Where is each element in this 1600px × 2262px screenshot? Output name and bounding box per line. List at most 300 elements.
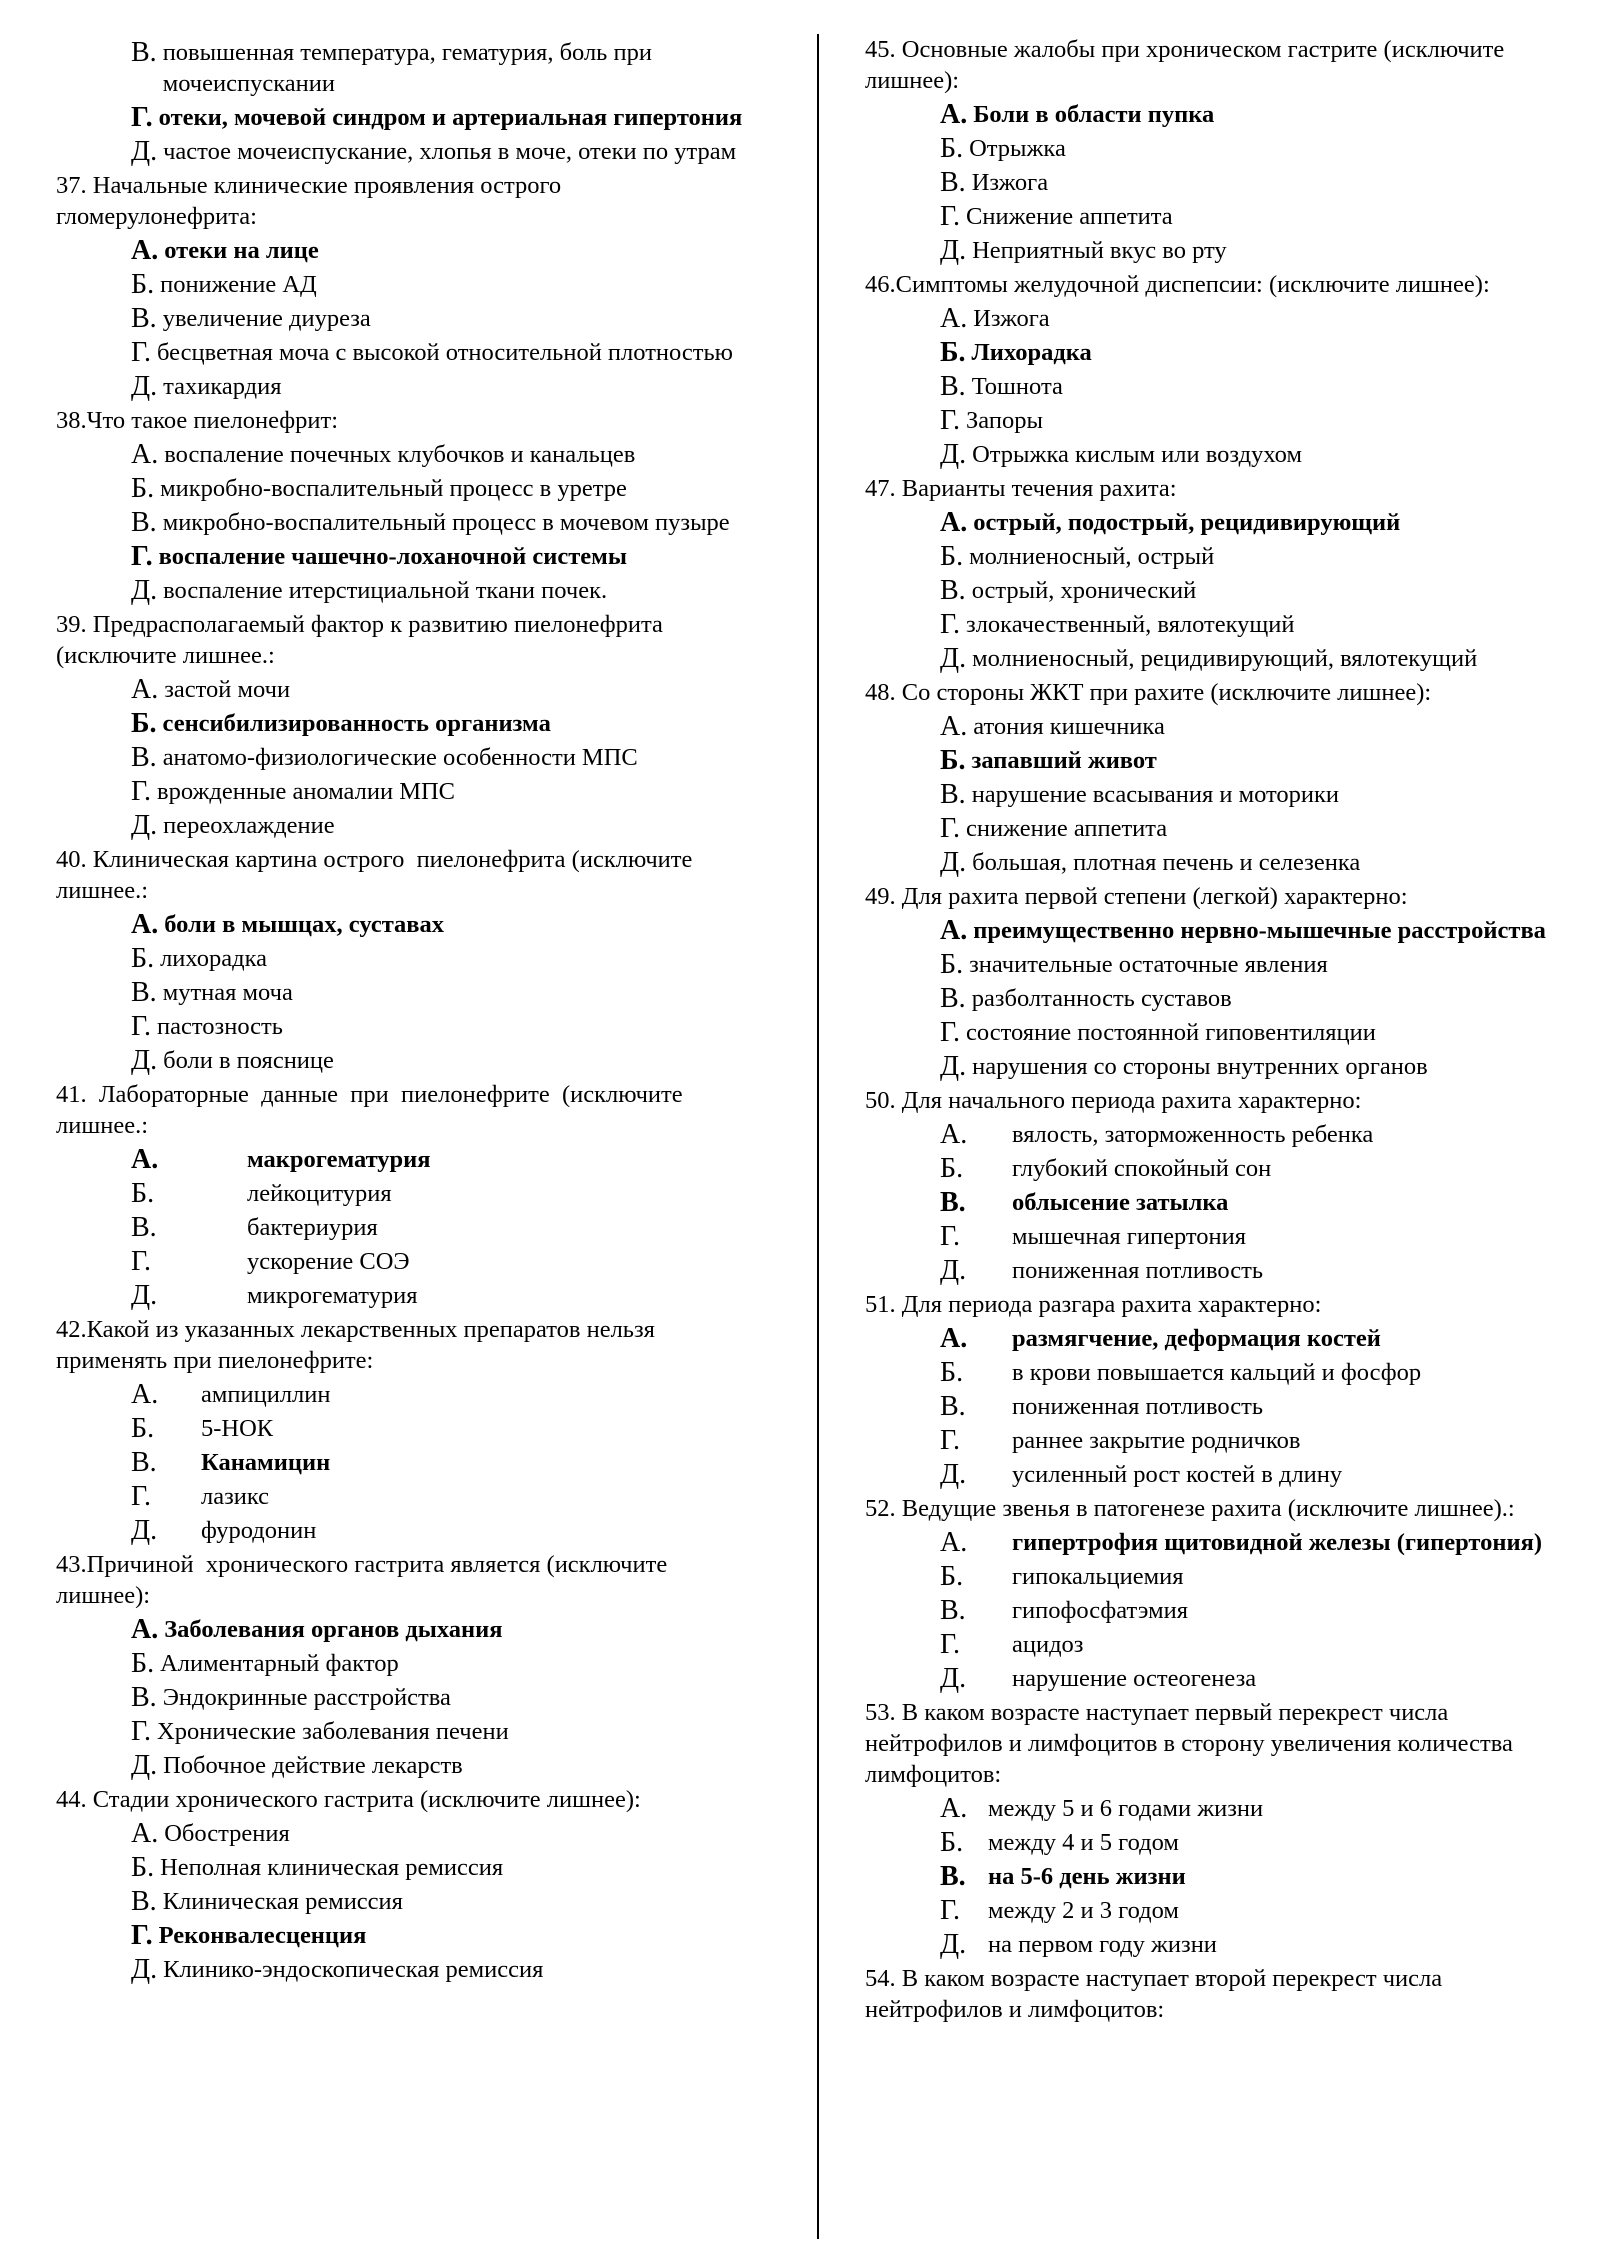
option-letter: Б. bbox=[131, 1178, 155, 1209]
option-text: Запоры bbox=[966, 407, 1043, 434]
question-text: 52. Ведущие звенья в патогенезе рахита (исключите лишнее).: bbox=[865, 1495, 1515, 1522]
option-letter: А. bbox=[131, 235, 159, 266]
answer-option bbox=[56, 136, 766, 167]
answer-option bbox=[865, 1459, 1585, 1490]
question-block bbox=[56, 609, 766, 841]
option-text: микробно-воспалительный процесс в уретре bbox=[160, 475, 627, 502]
option-letter: Д. bbox=[940, 1929, 967, 1960]
question-block bbox=[865, 881, 1585, 1082]
option-letter: Б. bbox=[131, 1648, 155, 1679]
question-block bbox=[865, 1493, 1585, 1694]
option-text: состояние постоянной гиповентиляции bbox=[966, 1019, 1376, 1046]
option-letter: Г. bbox=[940, 1221, 961, 1252]
option-letter: Г. bbox=[131, 1246, 152, 1277]
option-letter: Д. bbox=[131, 136, 158, 167]
correct-answer-text: воспаление чашечно-лоханочной системы bbox=[158, 543, 627, 570]
option-text: переохлаждение bbox=[163, 812, 335, 839]
question-block bbox=[56, 1079, 766, 1311]
option-text: лихорадка bbox=[160, 945, 267, 972]
option-letter: Б. bbox=[940, 133, 964, 164]
answer-option bbox=[865, 1561, 1585, 1592]
option-text: Хронические заболевания печени bbox=[157, 1718, 509, 1745]
correct-answer-text: острый, подострый, рецидивирующий bbox=[973, 509, 1401, 536]
option-text: ацидоз bbox=[1012, 1631, 1084, 1658]
option-text: злокачественный, вялотекущий bbox=[966, 611, 1295, 638]
option-text: Изжога bbox=[971, 169, 1049, 196]
option-letter: Б. bbox=[940, 1827, 964, 1858]
answer-option bbox=[56, 102, 766, 133]
answer-option bbox=[865, 949, 1585, 980]
question-block bbox=[865, 1963, 1585, 2025]
correct-answer-text: Боли в области пупка bbox=[973, 101, 1215, 128]
answer-option bbox=[56, 674, 766, 705]
option-letter: Г. bbox=[131, 102, 153, 133]
option-letter: Г. bbox=[940, 1629, 961, 1660]
option-text: бактериурия bbox=[247, 1214, 378, 1241]
option-text: врожденные аномалии МПС bbox=[157, 778, 456, 805]
option-text: лазикс bbox=[201, 1483, 270, 1510]
option-letter: Д. bbox=[131, 1280, 158, 1311]
option-text: Неполная клиническая ремиссия bbox=[160, 1854, 504, 1881]
answer-option bbox=[865, 303, 1585, 334]
option-text: тахикардия bbox=[163, 373, 282, 400]
option-text: пониженная потливость bbox=[1012, 1257, 1264, 1284]
option-letter: Б. bbox=[940, 1357, 964, 1388]
option-letter: А. bbox=[940, 915, 968, 946]
answer-option bbox=[56, 742, 766, 773]
question-text: 40. Клиническая картина острого пиелонефрита (исключите лишнее.: bbox=[56, 846, 699, 904]
answer-option bbox=[56, 943, 766, 974]
option-letter: В. bbox=[940, 1187, 966, 1218]
question-block bbox=[865, 34, 1585, 266]
option-letter: Д. bbox=[131, 1515, 158, 1546]
answer-option bbox=[56, 1515, 766, 1546]
question-text: 38.Что такое пиелонефрит: bbox=[56, 407, 339, 434]
answer-option bbox=[865, 1153, 1585, 1184]
answer-option bbox=[865, 711, 1585, 742]
answer-option bbox=[865, 439, 1585, 470]
option-letter: В. bbox=[940, 575, 966, 606]
option-text: Клиническая ремиссия bbox=[162, 1888, 403, 1915]
option-text: разболтанность суставов bbox=[971, 985, 1232, 1012]
option-letter: В. bbox=[940, 1861, 966, 1892]
answer-option bbox=[56, 1413, 766, 1444]
answer-option bbox=[865, 201, 1585, 232]
option-text: Отрыжка bbox=[969, 135, 1066, 162]
answer-option bbox=[56, 473, 766, 504]
question-text: 49. Для рахита первой степени (легкой) характерно: bbox=[865, 883, 1408, 910]
option-letter: А. bbox=[940, 507, 968, 538]
answer-option bbox=[56, 1447, 766, 1478]
answer-option bbox=[56, 235, 766, 266]
option-letter: Б. bbox=[940, 1561, 964, 1592]
question-text: 37. Начальные клинические проявления острого гломерулонефрита: bbox=[56, 172, 568, 230]
option-text: ампициллин bbox=[201, 1381, 331, 1408]
option-text: мутная моча bbox=[162, 979, 293, 1006]
option-letter: Д. bbox=[131, 1954, 158, 1985]
option-text: снижение аппетита bbox=[966, 815, 1168, 842]
option-letter: Г. bbox=[131, 541, 153, 572]
column-divider bbox=[817, 34, 819, 2239]
option-letter: Г. bbox=[940, 813, 961, 844]
correct-answer-text: боли в мышцах, суставах bbox=[164, 911, 445, 938]
option-letter: А. bbox=[940, 99, 968, 130]
answer-option bbox=[56, 1144, 766, 1175]
question-block bbox=[865, 1085, 1585, 1286]
option-letter: Б. bbox=[131, 708, 157, 739]
answer-option bbox=[865, 1051, 1585, 1082]
answer-option bbox=[865, 1629, 1585, 1660]
option-text: между 5 и 6 годами жизни bbox=[988, 1795, 1264, 1822]
option-letter: А. bbox=[940, 1793, 968, 1824]
option-text: молниеносный, острый bbox=[969, 543, 1215, 570]
option-letter: Г. bbox=[940, 1017, 961, 1048]
option-letter: А. bbox=[131, 1144, 159, 1175]
option-text: пастозность bbox=[157, 1013, 283, 1040]
answer-option bbox=[865, 133, 1585, 164]
answer-option bbox=[865, 1323, 1585, 1354]
answer-option bbox=[865, 779, 1585, 810]
answer-option bbox=[865, 541, 1585, 572]
answer-option bbox=[865, 983, 1585, 1014]
option-letter: Г. bbox=[940, 609, 961, 640]
option-letter: А. bbox=[940, 1527, 968, 1558]
option-text: между 2 и 3 годом bbox=[988, 1897, 1179, 1924]
answer-option bbox=[865, 847, 1585, 878]
question-text: 53. В каком возрасте наступает первый перекрест числа нейтрофилов и лимфоцитов в сторону увеличения количества лимфоцитов: bbox=[865, 1699, 1519, 1788]
option-letter: В. bbox=[940, 1595, 966, 1626]
option-text: микрогематурия bbox=[247, 1282, 418, 1309]
option-text: воспаление итерстициальной ткани почек. bbox=[163, 577, 608, 604]
option-letter: В. bbox=[131, 742, 157, 773]
option-text: гипофосфатэмия bbox=[1012, 1597, 1189, 1624]
option-letter: Б. bbox=[131, 1413, 155, 1444]
answer-option bbox=[865, 1663, 1585, 1694]
correct-answer-text: облысение затылка bbox=[1012, 1189, 1229, 1216]
option-text: молниеносный, рецидивирующий, вялотекущий bbox=[972, 645, 1478, 672]
option-letter: В. bbox=[131, 37, 157, 68]
answer-option bbox=[865, 1929, 1585, 1960]
option-letter: Г. bbox=[131, 1481, 152, 1512]
answer-option bbox=[56, 1280, 766, 1311]
option-text: острый, хронический bbox=[971, 577, 1197, 604]
answer-option bbox=[865, 1527, 1585, 1558]
answer-option bbox=[865, 405, 1585, 436]
answer-option bbox=[56, 977, 766, 1008]
option-letter: Д. bbox=[131, 371, 158, 402]
correct-answer-text: размягчение, деформация костей bbox=[1012, 1325, 1381, 1352]
answer-option bbox=[56, 1481, 766, 1512]
answer-option bbox=[865, 915, 1585, 946]
option-letter: Б. bbox=[131, 269, 155, 300]
answer-option bbox=[56, 439, 766, 470]
answer-option bbox=[56, 1648, 766, 1679]
answer-option bbox=[865, 167, 1585, 198]
option-letter: Д. bbox=[940, 1051, 967, 1082]
option-text: мышечная гипертония bbox=[1012, 1223, 1246, 1250]
answer-option bbox=[56, 1178, 766, 1209]
correct-answer-text: преимущественно нервно-мышечные расстройства bbox=[973, 917, 1546, 944]
option-text: пониженная потливость bbox=[1012, 1393, 1264, 1420]
option-letter: А. bbox=[940, 711, 968, 742]
option-letter: В. bbox=[131, 303, 157, 334]
answer-option bbox=[56, 776, 766, 807]
question-block bbox=[56, 170, 766, 402]
option-letter: Д. bbox=[131, 810, 158, 841]
answer-option bbox=[865, 1861, 1585, 1892]
answer-option bbox=[56, 708, 766, 739]
answer-option bbox=[865, 507, 1585, 538]
question-text: 41. Лабораторные данные при пиелонефрите (исключите лишнее.: bbox=[56, 1081, 689, 1139]
option-letter: В. bbox=[940, 167, 966, 198]
option-letter: Б. bbox=[940, 541, 964, 572]
answer-option bbox=[865, 1895, 1585, 1926]
option-letter: А. bbox=[131, 909, 159, 940]
answer-option bbox=[865, 99, 1585, 130]
option-letter: В. bbox=[940, 983, 966, 1014]
correct-answer-text: Канамицин bbox=[201, 1449, 331, 1476]
option-text: бесцветная моча с высокой относительной плотностью bbox=[157, 339, 733, 366]
option-letter: В. bbox=[131, 1886, 157, 1917]
option-text: Тошнота bbox=[971, 373, 1063, 400]
answer-option bbox=[865, 1187, 1585, 1218]
option-text: боли в пояснице bbox=[163, 1047, 334, 1074]
correct-answer-text: макрогематурия bbox=[247, 1146, 431, 1173]
answer-option bbox=[865, 1119, 1585, 1150]
option-text: повышенная температура, гематурия, боль при мочеиспускании bbox=[162, 39, 659, 97]
answer-option bbox=[56, 1954, 766, 1985]
option-text: нарушение всасывания и моторики bbox=[971, 781, 1340, 808]
option-letter: Д. bbox=[940, 643, 967, 674]
option-letter: А. bbox=[131, 439, 159, 470]
option-text: ускорение СОЭ bbox=[247, 1248, 410, 1275]
option-letter: Д. bbox=[940, 439, 967, 470]
correct-answer-text: отеки на лице bbox=[164, 237, 319, 264]
option-letter: Д. bbox=[940, 1459, 967, 1490]
answer-option bbox=[56, 1682, 766, 1713]
answer-option bbox=[865, 1255, 1585, 1286]
option-text: 5-НОК bbox=[201, 1415, 274, 1442]
option-letter: Д. bbox=[940, 235, 967, 266]
answer-option bbox=[865, 643, 1585, 674]
option-text: атония кишечника bbox=[973, 713, 1165, 740]
answer-option bbox=[865, 1017, 1585, 1048]
question-block bbox=[56, 37, 766, 167]
option-letter: А. bbox=[940, 1323, 968, 1354]
option-text: Неприятный вкус во рту bbox=[972, 237, 1227, 264]
option-text: на первом году жизни bbox=[988, 1931, 1217, 1958]
answer-option bbox=[865, 609, 1585, 640]
correct-answer-text: сенсибилизированность организма bbox=[162, 710, 551, 737]
option-letter: В. bbox=[131, 1447, 157, 1478]
option-letter: В. bbox=[131, 507, 157, 538]
correct-answer-text: отеки, мочевой синдром и артериальная гипертония bbox=[158, 104, 743, 131]
question-block bbox=[865, 269, 1585, 470]
question-block bbox=[865, 677, 1585, 878]
answer-option bbox=[865, 1793, 1585, 1824]
option-text: раннее закрытие родничков bbox=[1012, 1427, 1301, 1454]
option-letter: Г. bbox=[131, 1920, 153, 1951]
option-text: нарушение остеогенеза bbox=[1012, 1665, 1257, 1692]
answer-option bbox=[865, 1391, 1585, 1422]
answer-option bbox=[865, 1425, 1585, 1456]
answer-option bbox=[865, 575, 1585, 606]
option-letter: Г. bbox=[131, 1716, 152, 1747]
option-text: усиленный рост костей в длину bbox=[1012, 1461, 1343, 1488]
question-block bbox=[56, 1549, 766, 1781]
option-letter: Б. bbox=[131, 943, 155, 974]
option-letter: Б. bbox=[940, 745, 966, 776]
question-block bbox=[56, 844, 766, 1076]
option-text: Алиментарный фактор bbox=[160, 1650, 399, 1677]
answer-option bbox=[56, 1852, 766, 1883]
answer-option bbox=[56, 1011, 766, 1042]
option-text: воспаление почечных клубочков и канальцев bbox=[164, 441, 636, 468]
question-block bbox=[865, 1289, 1585, 1490]
answer-option bbox=[865, 813, 1585, 844]
question-text: 51. Для периода разгара рахита характерно: bbox=[865, 1291, 1322, 1318]
option-letter: Д. bbox=[940, 1663, 967, 1694]
question-text: 42.Какой из указанных лекарственных препаратов нельзя применять при пиелонефрите: bbox=[56, 1316, 662, 1374]
answer-option bbox=[56, 541, 766, 572]
answer-option bbox=[56, 269, 766, 300]
option-letter: А. bbox=[940, 303, 968, 334]
correct-answer-text: Реконвалесценция bbox=[158, 1922, 367, 1949]
option-letter: В. bbox=[131, 1682, 157, 1713]
question-block bbox=[865, 1697, 1585, 1960]
option-text: в крови повышается кальций и фосфор bbox=[1012, 1359, 1422, 1386]
option-letter: Д. bbox=[131, 1750, 158, 1781]
answer-option bbox=[865, 1221, 1585, 1252]
question-text: 47. Варианты течения рахита: bbox=[865, 475, 1177, 502]
option-letter: Д. bbox=[940, 847, 967, 878]
answer-option bbox=[865, 1357, 1585, 1388]
option-text: увеличение диуреза bbox=[162, 305, 371, 332]
option-letter: Д. bbox=[131, 575, 158, 606]
answer-option bbox=[865, 371, 1585, 402]
option-text: микробно-воспалительный процесс в мочевом пузыре bbox=[162, 509, 730, 536]
answer-option bbox=[56, 810, 766, 841]
question-text: 48. Со стороны ЖКТ при рахите (исключите лишнее): bbox=[865, 679, 1432, 706]
correct-answer-text: Лихорадка bbox=[971, 339, 1092, 366]
question-text: 44. Стадии хронического гастрита (исключите лишнее): bbox=[56, 1786, 641, 1813]
answer-option bbox=[56, 1045, 766, 1076]
answer-option bbox=[56, 1246, 766, 1277]
option-text: Клинико-эндоскопическая ремиссия bbox=[163, 1956, 544, 1983]
option-text: фуродонин bbox=[201, 1517, 317, 1544]
option-letter: Г. bbox=[131, 337, 152, 368]
option-text: глубокий спокойный сон bbox=[1012, 1155, 1272, 1182]
answer-option bbox=[865, 745, 1585, 776]
option-letter: В. bbox=[131, 1212, 157, 1243]
option-letter: Б. bbox=[131, 473, 155, 504]
correct-answer-text: запавший живот bbox=[971, 747, 1157, 774]
option-letter: Д. bbox=[131, 1045, 158, 1076]
option-text: вялость, заторможенность ребенка bbox=[1012, 1121, 1374, 1148]
option-text: понижение АД bbox=[160, 271, 317, 298]
option-letter: В. bbox=[940, 779, 966, 810]
option-text: Снижение аппетита bbox=[966, 203, 1173, 230]
option-text: между 4 и 5 годом bbox=[988, 1829, 1179, 1856]
option-text: большая, плотная печень и селезенка bbox=[972, 849, 1361, 876]
answer-option bbox=[56, 1750, 766, 1781]
answer-option bbox=[56, 371, 766, 402]
correct-answer-text: на 5-6 день жизни bbox=[988, 1863, 1186, 1890]
option-letter: Г. bbox=[131, 1011, 152, 1042]
option-letter: Г. bbox=[131, 776, 152, 807]
answer-option bbox=[56, 1716, 766, 1747]
option-text: Обострения bbox=[164, 1820, 290, 1847]
option-text: лейкоцитурия bbox=[247, 1180, 392, 1207]
answer-option bbox=[865, 235, 1585, 266]
answer-option bbox=[56, 337, 766, 368]
question-block bbox=[865, 473, 1585, 674]
question-text: 50. Для начального периода рахита характерно: bbox=[865, 1087, 1362, 1114]
question-text: 54. В каком возрасте наступает второй перекрест числа нейтрофилов и лимфоцитов: bbox=[865, 1965, 1449, 2023]
option-letter: В. bbox=[940, 1391, 966, 1422]
answer-option bbox=[865, 337, 1585, 368]
answer-option bbox=[56, 1920, 766, 1951]
question-block bbox=[56, 1784, 766, 1985]
correct-answer-text: гипертрофия щитовидной железы (гипертония) bbox=[1012, 1529, 1543, 1556]
option-letter: Г. bbox=[940, 405, 961, 436]
option-letter: Б. bbox=[940, 949, 964, 980]
answer-option bbox=[56, 909, 766, 940]
option-letter: Б. bbox=[940, 337, 966, 368]
option-text: частое мочеиспускание, хлопья в моче, отеки по утрам bbox=[163, 138, 737, 165]
answer-option bbox=[56, 1212, 766, 1243]
option-letter: А. bbox=[131, 1818, 159, 1849]
answer-option bbox=[56, 1818, 766, 1849]
answer-option bbox=[865, 1827, 1585, 1858]
left-column bbox=[56, 34, 766, 1988]
option-text: Эндокринные расстройства bbox=[162, 1684, 451, 1711]
option-letter: Д. bbox=[940, 1255, 967, 1286]
option-text: Отрыжка кислым или воздухом bbox=[972, 441, 1302, 468]
answer-option bbox=[865, 1595, 1585, 1626]
answer-option bbox=[56, 507, 766, 538]
option-text: значительные остаточные явления bbox=[969, 951, 1328, 978]
question-text: 45. Основные жалобы при хроническом гастрите (исключите лишнее): bbox=[865, 36, 1511, 94]
option-letter: В. bbox=[131, 977, 157, 1008]
option-text: Изжога bbox=[973, 305, 1050, 332]
option-letter: Г. bbox=[940, 1895, 961, 1926]
question-text: 43.Причиной хронического гастрита является (исключите лишнее): bbox=[56, 1551, 674, 1609]
question-text: 39. Предрасполагаемый фактор к развитию пиелонефрита (исключите лишнее.: bbox=[56, 611, 670, 669]
option-letter: Г. bbox=[940, 1425, 961, 1456]
answer-option bbox=[56, 1886, 766, 1917]
correct-answer-text: Заболевания органов дыхания bbox=[164, 1616, 503, 1643]
option-letter: Б. bbox=[940, 1153, 964, 1184]
option-letter: В. bbox=[940, 371, 966, 402]
option-text: анатомо-физиологические особенности МПС bbox=[162, 744, 638, 771]
question-block bbox=[56, 1314, 766, 1546]
option-letter: А. bbox=[131, 1379, 159, 1410]
right-column bbox=[865, 34, 1585, 2025]
option-letter: А. bbox=[940, 1119, 968, 1150]
option-text: нарушения со стороны внутренних органов bbox=[972, 1053, 1428, 1080]
answer-option bbox=[56, 37, 766, 99]
option-text: застой мочи bbox=[164, 676, 291, 703]
answer-option bbox=[56, 1614, 766, 1645]
option-text: Побочное действие лекарств bbox=[163, 1752, 463, 1779]
option-letter: А. bbox=[131, 1614, 159, 1645]
option-letter: А. bbox=[131, 674, 159, 705]
answer-option bbox=[56, 303, 766, 334]
question-text: 46.Симптомы желудочной диспепсии: (исключите лишнее): bbox=[865, 271, 1490, 298]
option-letter: Г. bbox=[940, 201, 961, 232]
answer-option bbox=[56, 1379, 766, 1410]
